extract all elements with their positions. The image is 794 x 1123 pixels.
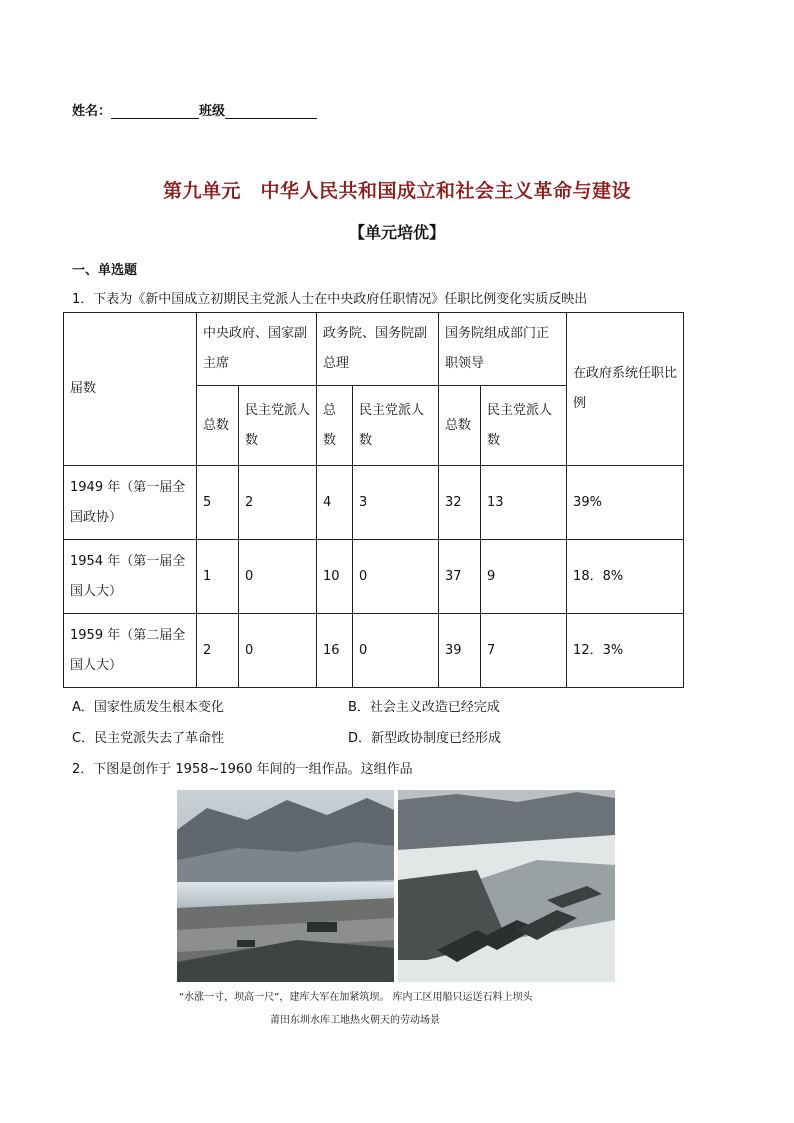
cell: 3 — [353, 466, 439, 540]
name-label: 姓名： — [72, 104, 112, 119]
class-blank — [225, 104, 317, 119]
header-group-ministry-heads: 国务院组成部门正职领导 — [439, 313, 567, 386]
cell: 0 — [239, 540, 317, 614]
left-photo-panel — [177, 790, 394, 982]
cell: 0 — [353, 614, 439, 688]
subheader-democratic: 民主党派人数 — [239, 386, 317, 466]
cell: 32 — [439, 466, 481, 540]
cell: 9 — [481, 540, 567, 614]
cell: 39 — [439, 614, 481, 688]
cell: 2 — [239, 466, 317, 540]
section-heading: 一、单选题 — [72, 263, 138, 278]
question-1-stem: 1．下表为《新中国成立初期民主党派人士在中央政府任职情况》任职比例变化实质反映出 — [72, 292, 588, 307]
unit-subtitle: 【单元培优】 — [348, 223, 445, 242]
subheader-democratic: 民主党派人数 — [353, 386, 439, 466]
cell: 4 — [317, 466, 353, 540]
question-2-stem: 2．下图是创作于 1958~1960 年间的一组作品。这组作品 — [72, 762, 413, 777]
table-row — [64, 540, 684, 614]
appointment-table — [63, 312, 684, 688]
row-ratio: 18．8% — [567, 540, 684, 614]
option-d[interactable]: D．新型政协制度已经形成 — [348, 731, 502, 746]
class-label: 班级 — [199, 104, 226, 119]
cell: 5 — [197, 466, 239, 540]
row-ratio: 12．3% — [567, 614, 684, 688]
reservoir-photo — [177, 790, 615, 982]
cell: 16 — [317, 614, 353, 688]
table-row — [64, 466, 684, 540]
photo-caption-2: 莆田东圳水库工地热火朝天的劳动场景 — [270, 1015, 440, 1026]
unit-title: 第九单元 中华人民共和国成立和社会主义革命与建设 — [162, 180, 631, 202]
photo-caption-1: “水涨一寸，坝高一尺”，建库大军在加紧筑坝。 库内工区用船只运送石料上坝头 — [179, 992, 533, 1003]
header-ratio: 在政府系统任职比例 — [567, 313, 684, 466]
row-session: 1959 年（第二届全国人大） — [64, 614, 197, 688]
row-session: 1949 年（第一届全国政协） — [64, 466, 197, 540]
subheader-total: 总数 — [439, 386, 481, 466]
option-c[interactable]: C．民主党派失去了革命性 — [72, 731, 225, 746]
cell: 2 — [197, 614, 239, 688]
row-session: 1954 年（第一届全国人大） — [64, 540, 197, 614]
cell: 0 — [239, 614, 317, 688]
header-group-vice-premier: 政务院、国务院副总理 — [317, 313, 439, 386]
subheader-democratic: 民主党派人数 — [481, 386, 567, 466]
cell: 10 — [317, 540, 353, 614]
cell: 1 — [197, 540, 239, 614]
subheader-total: 总数 — [197, 386, 239, 466]
header-group-vice-chairman: 中央政府、国家副主席 — [197, 313, 317, 386]
cell: 13 — [481, 466, 567, 540]
cell: 7 — [481, 614, 567, 688]
right-photo-panel — [398, 790, 615, 982]
name-class-line — [72, 100, 317, 119]
option-a[interactable]: A．国家性质发生根本变化 — [72, 700, 224, 715]
cell: 0 — [353, 540, 439, 614]
subheader-total: 总数 — [317, 386, 353, 466]
name-blank — [111, 104, 199, 119]
header-session: 届数 — [64, 313, 197, 466]
table-row — [64, 614, 684, 688]
row-ratio: 39% — [567, 466, 684, 540]
cell: 37 — [439, 540, 481, 614]
option-b[interactable]: B．社会主义改造已经完成 — [348, 700, 500, 715]
